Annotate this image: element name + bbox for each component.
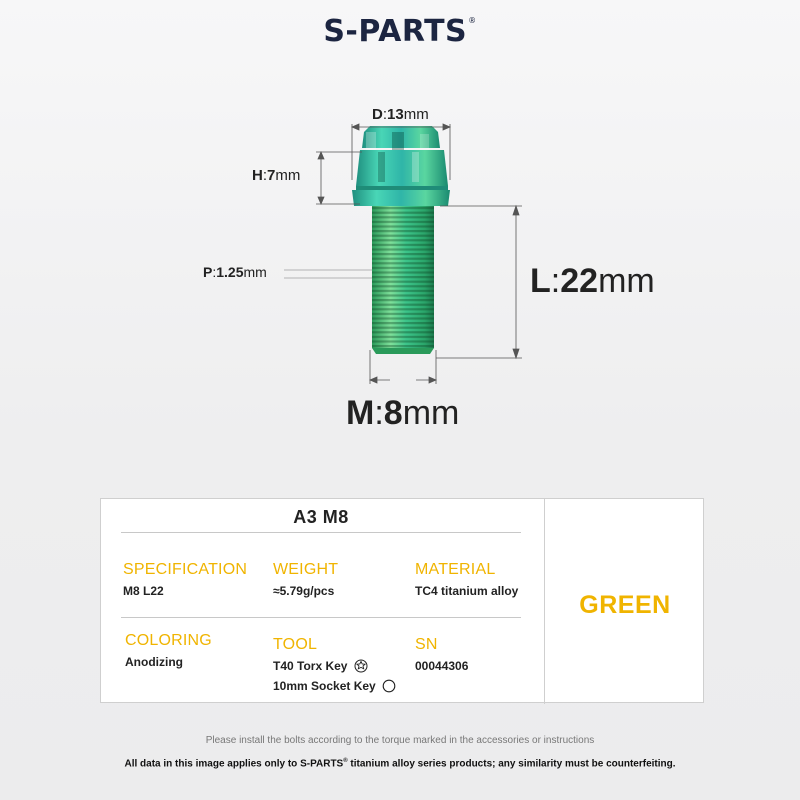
weight-label: WEIGHT xyxy=(273,561,339,578)
spec-coloring xyxy=(125,632,212,669)
brand-name: S-PARTS xyxy=(323,14,468,49)
weight-value: ≈5.79g/pcs xyxy=(273,584,335,598)
dimension-h-label: H:7mm xyxy=(252,167,301,184)
card-mid-rule xyxy=(121,617,521,618)
dimension-m-label: M:8mm xyxy=(346,394,460,432)
dimension-m-lines xyxy=(370,350,436,384)
disclaimer: All data in this image applies only to S-PARTS® titanium alloy series products; any similarity must be counterfeiting. xyxy=(124,758,676,770)
dimension-l-lines xyxy=(436,206,522,358)
card-title-rule xyxy=(121,532,521,533)
dimension-l-label: L:22mm xyxy=(530,262,655,300)
tool-value-2: 10mm Socket Key xyxy=(273,679,396,693)
spec-card xyxy=(100,498,704,703)
dimension-d-label: D:13mm xyxy=(372,106,429,123)
bolt-shank xyxy=(372,206,434,354)
material-label: MATERIAL xyxy=(415,561,496,578)
card-title: A3 M8 xyxy=(293,507,349,527)
spec-specification xyxy=(123,561,247,598)
torx-icon xyxy=(354,659,368,673)
sn-label: SN xyxy=(415,636,438,653)
install-note: Please install the bolts according to the torque marked in the accessories or instructions xyxy=(205,735,595,746)
dimension-p-label: P:1.25mm xyxy=(203,264,267,280)
tool-value-1: T40 Torx Key xyxy=(273,659,396,673)
tool-label: TOOL xyxy=(273,636,318,653)
bolt-head xyxy=(352,126,450,206)
spec-material xyxy=(415,561,518,598)
spec-sn xyxy=(415,636,468,673)
brand-registered-mark: ® xyxy=(468,16,477,25)
dimension-p-lines xyxy=(284,270,372,278)
spec-tool xyxy=(273,636,396,693)
specification-label: SPECIFICATION xyxy=(123,561,248,578)
socket-icon xyxy=(382,679,396,693)
spec-weight xyxy=(273,561,338,598)
specification-value: M8 L22 xyxy=(123,584,164,598)
coloring-label: COLORING xyxy=(125,632,212,649)
sn-value: 00044306 xyxy=(415,659,469,673)
material-value: TC4 titanium alloy xyxy=(415,584,519,598)
coloring-value: Anodizing xyxy=(125,655,183,669)
color-name: GREEN xyxy=(579,591,671,619)
